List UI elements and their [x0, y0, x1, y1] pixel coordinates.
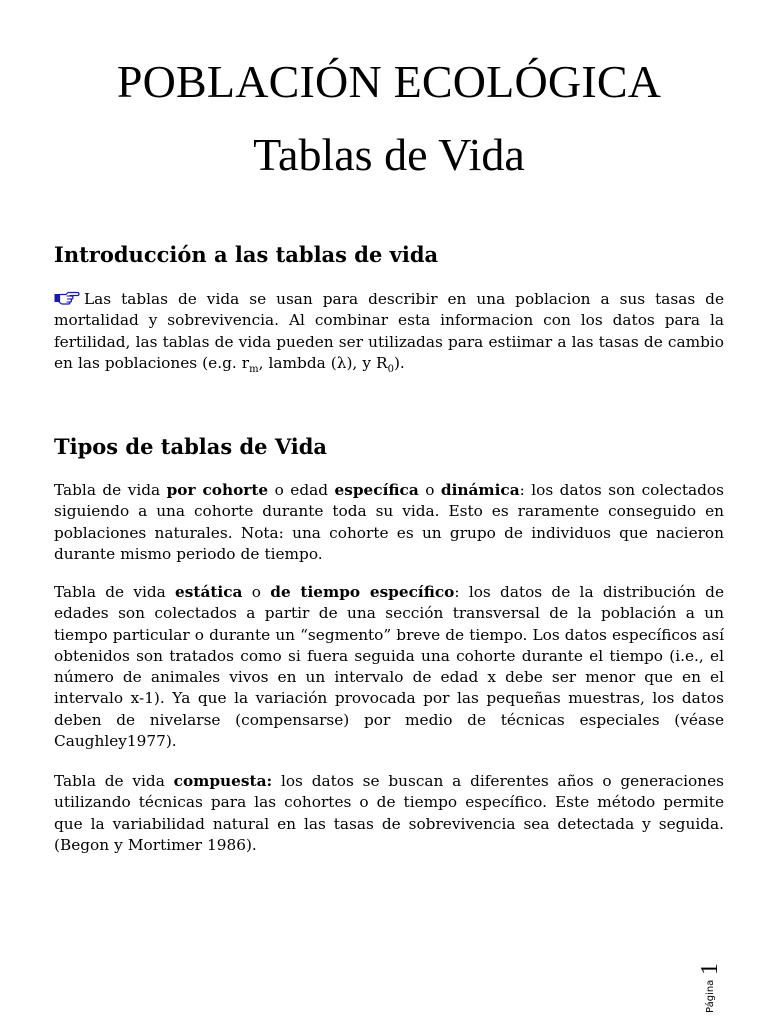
paragraph-text: o edad [268, 481, 335, 499]
bold-term: específica [334, 481, 419, 499]
page-footer [696, 955, 722, 1017]
bold-term: por cohorte [166, 481, 269, 499]
bold-term: de tiempo específico [270, 583, 455, 601]
bold-term: dinámica [440, 481, 520, 499]
types-heading: Tipos de tablas de Vida [54, 434, 328, 459]
static-table-paragraph [54, 582, 724, 752]
intro-paragraph [54, 289, 724, 380]
paragraph-text: o [242, 583, 271, 601]
intro-text: ). [393, 353, 405, 372]
paragraph-text: : los datos de la distribución de edades son colectados a partir de una sección transversal de la población a un tiempo particular o durante un “segmento” breve de tiempo. Los datos específicos así obtenidos son tratados como si fuera seguida una cohorte durante el tiempo (i.e., el número de animales vivos en un intervalo de edad x debe ser menor que en el intervalo x-1). Ya que la variación provocada por las pequeñas muestras, los datos deben de nivelarse (compensarse) por medio de técnicas especiales (véase Caughley1977). [54, 583, 724, 751]
subscript-m: m [249, 363, 259, 375]
paragraph-text: : los datos son colectados siguiendo a una cohorte durante toda su vida. Esto es raramente conseguido en poblaciones naturales. Nota: una cohorte es un grupo de individuos que nacieron durante mismo periodo de tiempo. [54, 481, 724, 563]
cohort-table-paragraph [54, 480, 724, 565]
bold-term: compuesta: [173, 772, 273, 790]
bold-term: estática [175, 583, 243, 601]
paragraph-text: Tabla de vida [54, 481, 167, 499]
intro-text: Las tablas de vida se usan para describir en una poblacion a sus tasas de mortalidad y sobrevivencia. Al combinar esta informacion con los datos para la fertilidad, las tablas de vida pueden ser utilizadas para estiimar a las tasas de cambio en las poblaciones (e.g. r [54, 290, 724, 372]
composite-table-paragraph [54, 771, 724, 856]
paragraph-text: Tabla de vida [54, 772, 174, 790]
paragraph-text: los datos se buscan a diferentes años o generaciones utilizando técnicas para las cohortes o de tiempo específico. Este método permite que la variabilidad natural en las tasas de sobrevivencia sea detectada y seguida. (Begon y Mortimer 1986). [54, 772, 724, 854]
document-subtitle: Tablas de Vida [253, 129, 525, 180]
page-number: 1 [697, 963, 723, 975]
page-label: Página [705, 979, 716, 1013]
paragraph-text: o [418, 481, 441, 499]
intro-text: , lambda (λ), y R [258, 353, 388, 372]
document-title: POBLACIÓN ECOLÓGICA [116, 56, 662, 107]
subscript-0: 0 [387, 363, 394, 375]
intro-heading: Introducción a las tablas de vida [54, 242, 439, 267]
pointing-hand-icon [54, 291, 80, 305]
paragraph-text: Tabla de vida [54, 583, 176, 601]
